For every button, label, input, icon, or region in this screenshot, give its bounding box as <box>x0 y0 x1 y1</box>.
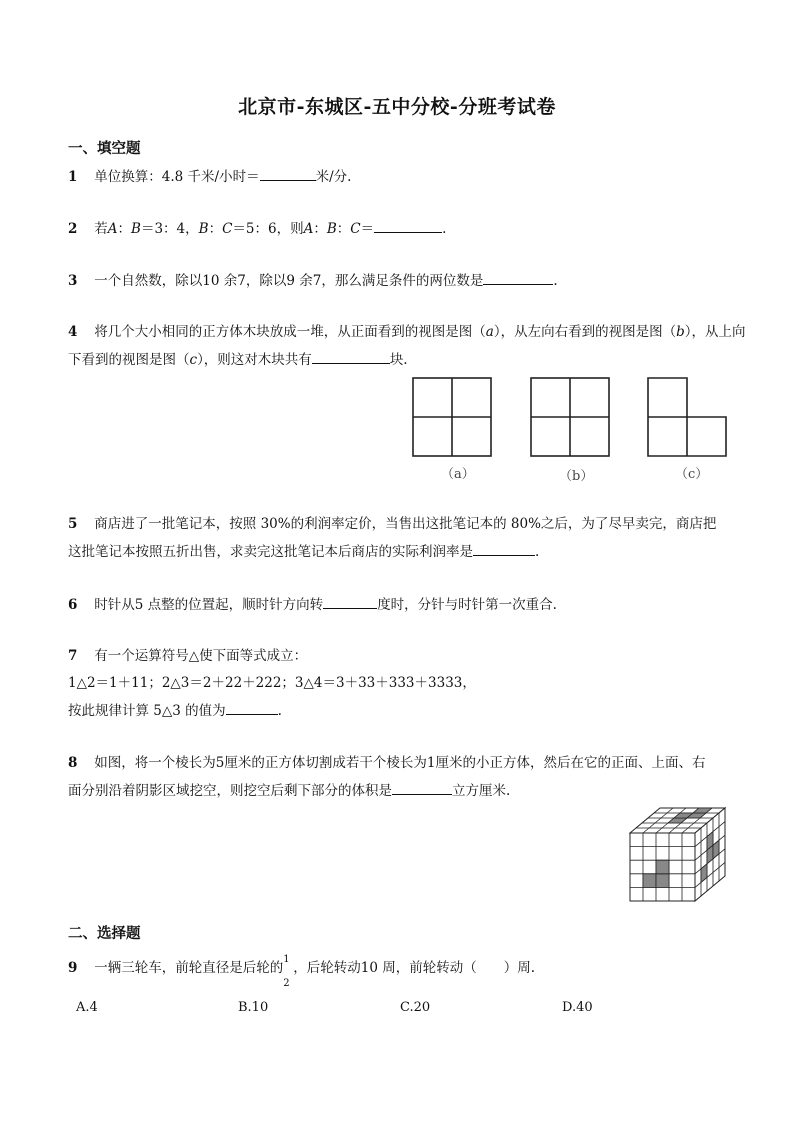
section-heading-fill-in: 一、填空题 <box>68 140 141 157</box>
var-a: A <box>107 221 118 237</box>
three-views-figure <box>405 372 735 487</box>
question-text: 若 <box>94 221 108 237</box>
answer-blank <box>392 780 452 795</box>
question-text-end: 立方厘米. <box>452 783 511 799</box>
view-a-label: （a） <box>441 467 475 482</box>
question-4-line-2 <box>68 349 408 370</box>
fraction-numerator: 1 <box>283 954 290 965</box>
var-b: B <box>131 221 141 237</box>
question-text: 商店进了一批笔记本，按照 30%的利润率定价，当售出这批笔记本的 80%之后，为了尽早卖完，商店把 <box>94 516 717 532</box>
var-c: C <box>350 221 361 237</box>
view-c-label: （c） <box>675 467 709 482</box>
view-b-label: （b） <box>559 469 594 484</box>
question-text: 一辆三轮车，前轮直径是后轮的 <box>94 960 284 976</box>
page-title: 北京市-东城区-五中分校-分班考试卷 <box>238 96 556 118</box>
figure-ref-b: b <box>676 324 685 340</box>
question-text-end: . <box>535 544 540 560</box>
question-text-end: . <box>553 273 558 289</box>
figure-ref-c: c <box>189 352 198 368</box>
question-number: 8 <box>68 755 78 771</box>
question-text-end: 米/分. <box>315 169 352 185</box>
section-heading-choice: 二、选择题 <box>68 925 141 942</box>
question-text: 时针从5 点整的位置起，顺时针方向转 <box>94 597 324 613</box>
option-a[interactable]: A.4 <box>76 1000 98 1015</box>
ratio-text: ＝5：6，则 <box>232 221 304 237</box>
answer-blank <box>312 349 390 364</box>
answer-blank <box>483 270 553 285</box>
question-number: 7 <box>68 648 78 664</box>
question-text: 按此规律计算 5△3 的值为 <box>68 703 226 719</box>
answer-blank <box>226 700 278 715</box>
question-number: 6 <box>68 597 78 613</box>
option-d[interactable]: D.40 <box>562 1000 593 1015</box>
question-text: 一个自然数，除以10 余7，除以9 余7，那么满足条件的两位数是 <box>94 273 484 289</box>
question-text-end: 块. <box>389 352 408 368</box>
answer-blank <box>473 541 535 556</box>
question-number: 4 <box>68 324 78 340</box>
question-number: 3 <box>68 273 78 289</box>
var-a: A <box>303 221 314 237</box>
question-text: ），从左向右看到的视图是图（ <box>493 324 677 340</box>
question-5-line-2 <box>68 541 539 562</box>
ratio-text: ＝3：4， <box>140 221 199 237</box>
question-text-end: ，后轮转动10 周，前轮转动（ ）周. <box>293 960 536 976</box>
equals: ＝ <box>360 221 375 237</box>
question-7 <box>68 646 307 666</box>
colon: ： <box>117 221 132 237</box>
option-b[interactable]: B.10 <box>238 1000 269 1015</box>
colon: ： <box>336 221 351 237</box>
equation-examples: 1△2＝1＋11；2△3＝2＋22＋222；3△4＝3＋33＋333＋3333， <box>68 675 476 691</box>
question-text-end: 度时，分针与时针第一次重合. <box>377 597 557 613</box>
question-text: 下看到的视图是图（ <box>68 352 190 368</box>
question-7-line-3 <box>68 700 282 721</box>
question-2 <box>68 218 446 239</box>
question-number: 2 <box>68 221 78 237</box>
question-text: 面分别沿着阴影区域挖空，则挖空后剩下部分的体积是 <box>68 783 392 799</box>
question-text-end: . <box>277 703 282 719</box>
question-6 <box>68 594 557 615</box>
var-c: C <box>222 221 233 237</box>
question-8 <box>68 753 705 773</box>
question-3 <box>68 270 558 291</box>
question-text: ），则这对木块共有 <box>197 352 312 368</box>
answer-blank <box>374 218 442 233</box>
colon: ： <box>208 221 223 237</box>
question-text: 将几个大小相同的正方体木块放成一堆，从正面看到的视图是图（ <box>94 324 486 340</box>
question-number: 9 <box>68 960 78 976</box>
answer-blank <box>323 594 377 609</box>
question-number: 5 <box>68 516 78 532</box>
question-8-line-2 <box>68 780 510 801</box>
question-text: 单位换算：4.8 千米/小时＝ <box>94 169 260 185</box>
cube-figure <box>625 803 729 903</box>
var-b: B <box>326 221 337 237</box>
question-1 <box>68 166 351 187</box>
option-c[interactable]: C.20 <box>400 1000 431 1015</box>
answer-blank <box>260 166 316 181</box>
question-number: 1 <box>68 169 78 185</box>
fraction-denominator: 2 <box>283 978 290 989</box>
question-7-line-2 <box>68 673 476 693</box>
var-b: B <box>198 221 209 237</box>
question-text: ），从上向 <box>684 324 746 340</box>
question-text: 这批笔记本按照五折出售，求卖完这批笔记本后商店的实际利润率是 <box>68 544 473 560</box>
fraction-one-half <box>283 954 293 989</box>
question-9 <box>68 954 536 989</box>
question-text: 有一个运算符号△使下面等式成立： <box>94 648 308 664</box>
question-5 <box>68 514 716 534</box>
colon: ： <box>313 221 327 237</box>
figure-ref-a: a <box>485 324 494 340</box>
question-text: 如图，将一个棱长为5厘米的正方体切割成若干个棱长为1厘米的小正方体，然后在它的正面、上面、右 <box>94 755 706 771</box>
question-4 <box>68 322 746 342</box>
question-text-end: . <box>442 221 447 237</box>
